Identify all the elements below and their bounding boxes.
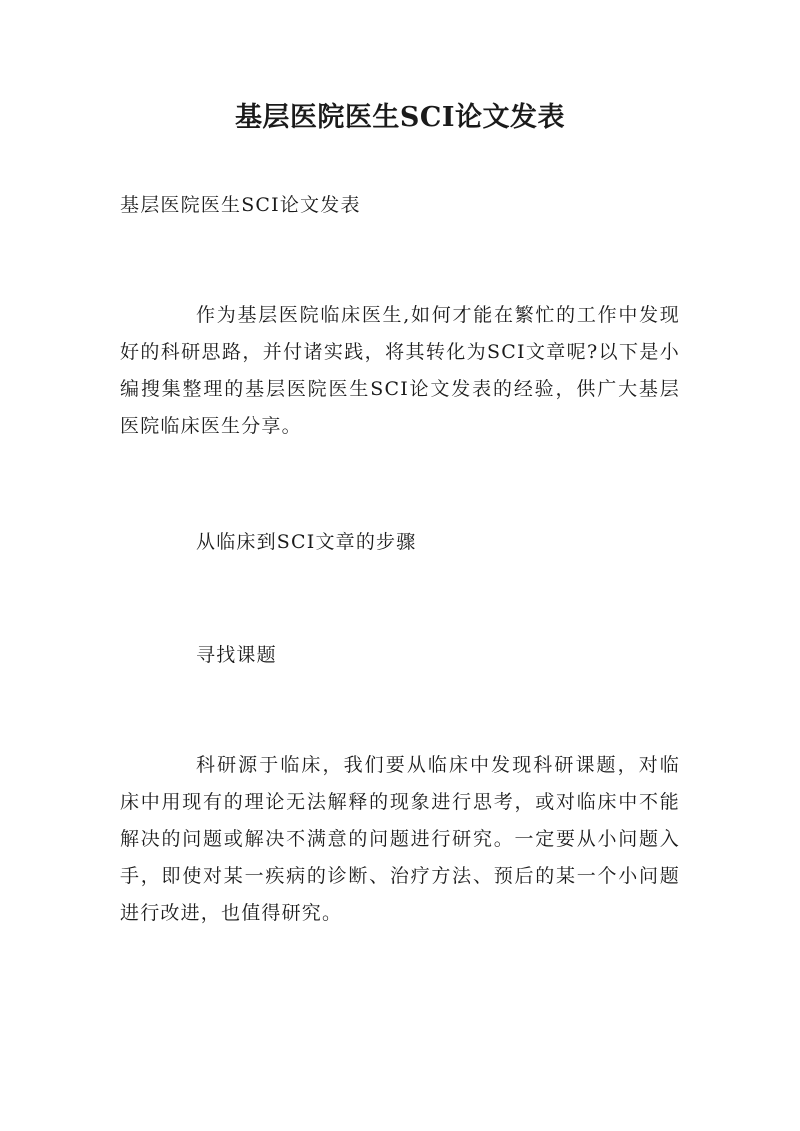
topic-heading: 寻找课题 bbox=[196, 644, 277, 666]
intro-paragraph: 作为基层医院临床医生,如何才能在繁忙的工作中发现好的科研思路，并付诸实践，将其转化为SCI文章呢?以下是小编搜集整理的基层医院医生SCI论文发表的经验，供广大基层医院临床医生分享。 bbox=[120, 304, 680, 437]
steps-heading: 从临床到SCI文章的步骤 bbox=[196, 531, 417, 553]
document-title: 基层医院医生SCI论文发表 bbox=[234, 102, 566, 133]
subtitle-paragraph: 基层医院医生SCI论文发表 bbox=[120, 194, 361, 216]
research-paragraph: 科研源于临床，我们要从临床中发现科研课题，对临床中用现有的理论无法解释的现象进行思考，或对临床中不能解决的问题或解决不满意的问题进行研究。一定要从小问题入手，即使对某一疾病的诊断、治疗方法、预后的某一个小问题进行改进，也值得研究。 bbox=[120, 754, 680, 924]
